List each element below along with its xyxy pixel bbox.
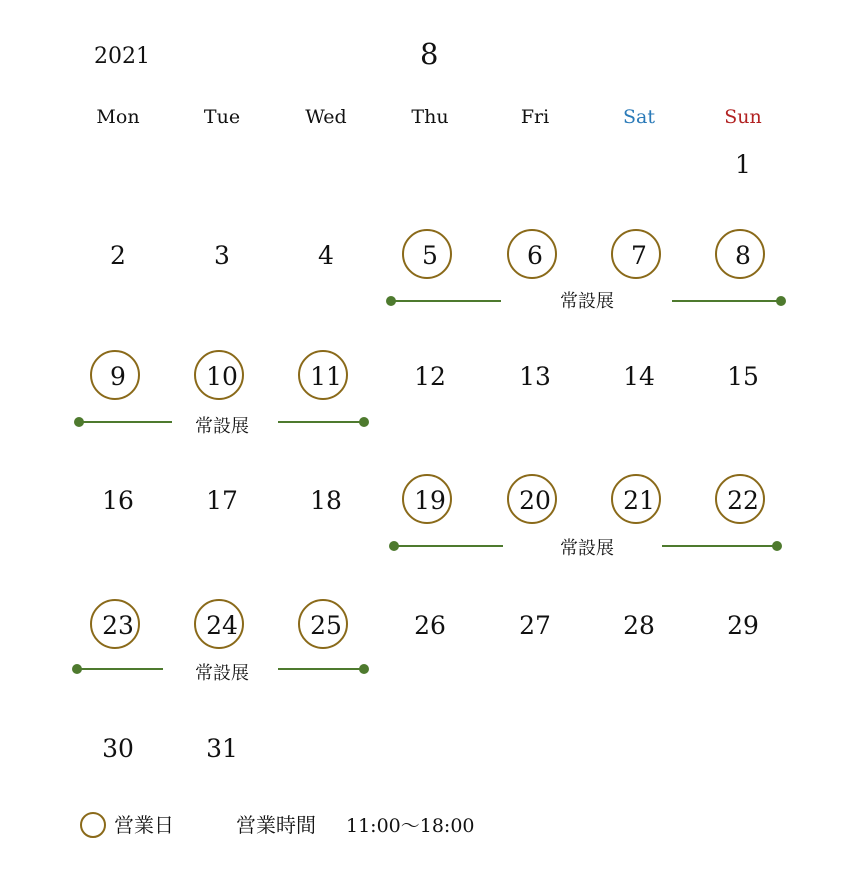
exhibition-line [278,668,364,670]
calendar-day[interactable]: 23 [102,611,134,640]
weekday-tue: Tue [203,106,241,128]
business-hours-label: 営業時間 [236,813,316,837]
calendar-day[interactable]: 18 [310,486,342,515]
calendar-day[interactable]: 9 [110,362,126,391]
exhibition-label: 常設展 [195,416,249,437]
calendar-day[interactable]: 31 [206,734,238,763]
calendar-day[interactable]: 12 [414,362,446,391]
calendar-day[interactable]: 7 [631,241,647,270]
exhibition-label: 常設展 [560,291,614,312]
exhibition-end-dot [772,541,782,551]
calendar-day[interactable]: 20 [519,486,551,515]
business-day-legend-icon [80,812,106,838]
year-label: 2021 [94,44,150,69]
exhibition-start-dot [72,664,82,674]
weekday-sat: Sat [623,106,655,128]
exhibition-line [394,545,503,547]
calendar-day[interactable]: 2 [110,241,126,270]
exhibition-start-dot [386,296,396,306]
exhibition-line [79,421,172,423]
business-day-legend-label: 営業日 [114,813,174,837]
calendar-day[interactable]: 30 [102,734,134,763]
weekday-thu: Thu [411,106,449,128]
calendar-day[interactable]: 8 [735,241,751,270]
exhibition-start-dot [74,417,84,427]
calendar-day[interactable]: 27 [519,611,551,640]
calendar-day[interactable]: 15 [727,362,759,391]
calendar-day[interactable]: 16 [102,486,134,515]
calendar-day[interactable]: 26 [414,611,446,640]
calendar-day[interactable]: 19 [414,486,446,515]
exhibition-end-dot [359,417,369,427]
exhibition-line [662,545,777,547]
calendar-day[interactable]: 5 [422,241,438,270]
calendar-day[interactable]: 17 [206,486,238,515]
calendar-day[interactable]: 13 [519,362,551,391]
calendar-day[interactable]: 25 [310,611,342,640]
exhibition-start-dot [389,541,399,551]
exhibition-line [278,421,364,423]
calendar-day[interactable]: 10 [206,362,238,391]
exhibition-line [77,668,163,670]
month-label: 8 [420,37,439,71]
weekday-wed: Wed [305,106,347,128]
calendar-day[interactable]: 11 [310,362,342,391]
exhibition-label: 常設展 [195,663,249,684]
exhibition-end-dot [359,664,369,674]
calendar-day[interactable]: 22 [727,486,759,515]
calendar-day[interactable]: 6 [527,241,543,270]
business-hours-value: 11:00〜18:00 [346,815,475,837]
exhibition-label: 常設展 [560,538,614,559]
weekday-mon: Mon [96,106,140,128]
exhibition-end-dot [776,296,786,306]
exhibition-line [391,300,501,302]
calendar-day[interactable]: 24 [206,611,238,640]
weekday-sun: Sun [724,106,762,128]
calendar-day[interactable]: 1 [735,150,751,179]
calendar-day[interactable]: 29 [727,611,759,640]
exhibition-line [672,300,781,302]
calendar-day[interactable]: 28 [623,611,655,640]
weekday-fri: Fri [520,106,550,128]
calendar-day[interactable]: 14 [623,362,655,391]
calendar-day[interactable]: 4 [318,241,334,270]
calendar-day[interactable]: 3 [214,241,230,270]
calendar-day[interactable]: 21 [623,486,655,515]
